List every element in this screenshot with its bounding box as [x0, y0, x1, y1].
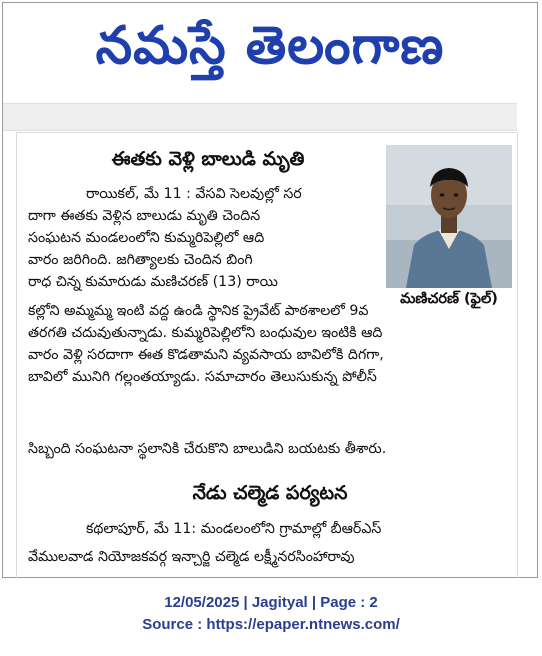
column-top-rule — [16, 132, 517, 133]
article-line: సిబ్బంది సంఘటనా స్థలానికి చేరుకొని బాలుడిని బయటకు తీశారు. — [28, 441, 387, 457]
boy-photo — [386, 145, 512, 288]
column-left-rule — [16, 132, 17, 578]
article-headline: ఈతకు వెళ్లి బాలుడి మృతి — [111, 148, 305, 170]
article-line: కల్లోని అమ్మమ్మ ఇంటి వద్ద ఉండి స్థానిక ప్రైవేట్ పాఠశాలలో 9వ — [28, 303, 369, 319]
article-line: రాధ చిన్న కుమారుడు మణిచరణ్ (13) రాయి — [28, 274, 278, 290]
article-line: దాగా ఈతకు వెళ్లిన బాలుడు మృతి చెందిన — [28, 208, 261, 224]
footer-info: 12/05/2025 | Jagityal | Page : 2 — [164, 594, 378, 611]
boy-photo-image — [386, 145, 512, 288]
footer-source: Source : https://epaper.ntnews.com/ — [142, 616, 400, 633]
photo-caption: మణిచరణ్ (ఫైల్) — [400, 291, 498, 307]
article-line: సంఘటన మండలంలోని కుమ్మరిపెల్లిలో ఆది — [28, 230, 265, 246]
article-line: కథలాపూర్, మే 11: మండలంలోని గ్రామాల్లో బీఆర్ఎస్ — [86, 521, 382, 537]
article-line: బావిలో మునిగి గల్లంతయ్యాడు. సమాచారం తెలుసుకున్న పోలీస్ — [28, 369, 377, 385]
article-line: తరగతి చదువుతున్నాడు. కుమ్మరిపెల్లిలోని బంధువుల ఇంటికి ఆది — [28, 325, 383, 341]
header-band-gap — [517, 103, 537, 129]
article-headline: నేడు చల్మెడ పర్యటన — [192, 482, 348, 504]
article-line: వారం జరిగింది. జగిత్యాలకు చెందిన బింగి — [28, 252, 253, 268]
newspaper-masthead: నమస్తే తెలంగాణ — [95, 16, 445, 76]
article-line: వేములవాడ నియోజకవర్గ ఇన్చార్జి చల్మెడ లక్ష్మీనరసింహారావు — [28, 549, 355, 565]
article-line: రాయికల్, మే 11 : వేసవి సెలవుల్లో సర — [86, 186, 302, 202]
header-band — [3, 103, 517, 131]
column-right-rule — [517, 132, 518, 578]
article-line: వారం వెళ్లి సరదాగా ఈత కొడతామని వ్యవసాయ బావిలోకి దిగగా, — [28, 347, 384, 363]
